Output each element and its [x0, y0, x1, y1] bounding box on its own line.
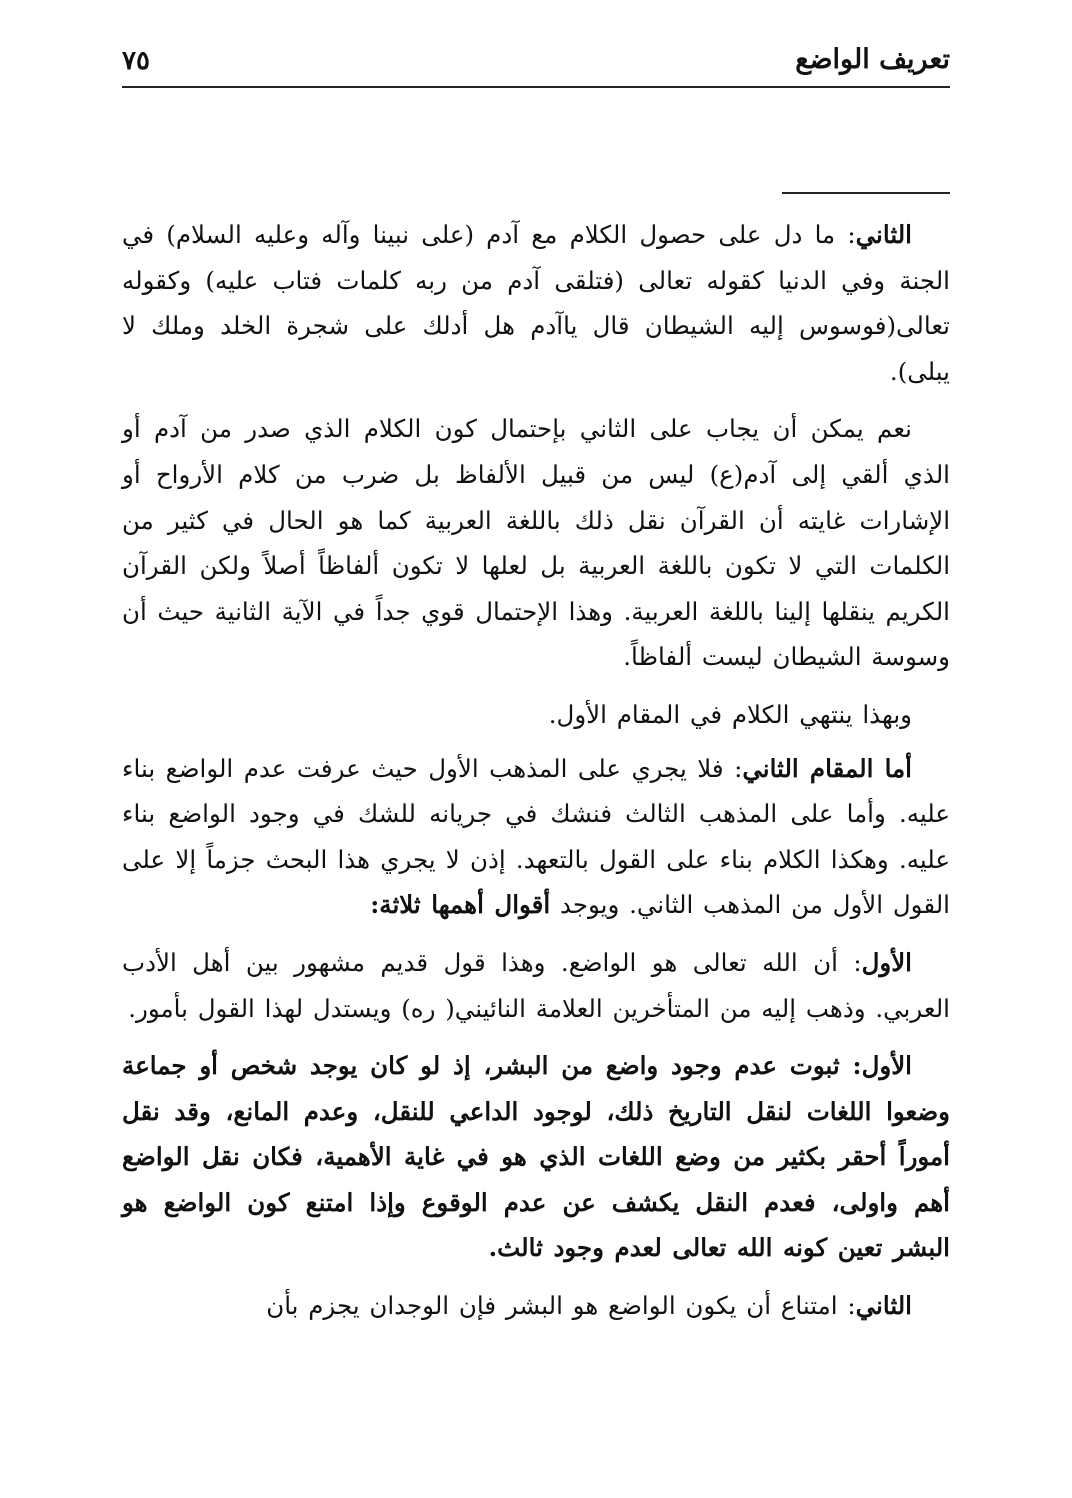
paragraph-text: وبهذا ينتهي الكلام في المقام الأول. [548, 699, 912, 729]
paragraph-text: : ما دل على حصول الكلام مع آدم (على نبينا وآله وعليه السلام) في الجنة وفي الدنيا كقوله تعالى (فتلقى آدم من ربه كلمات فتاب عليه) وكقوله تعالى(فوسوس إليه الشيطان قال ياآدم هل أدلك على شجرة الخلد وملك لا يبلى). [122, 220, 950, 386]
paragraph-first-argument [122, 1043, 950, 1271]
paragraph-objection [122, 406, 950, 680]
paragraph-tail: أقوال أهمها ثلاثة: [370, 890, 551, 920]
paragraph-second-station [122, 746, 950, 928]
paragraph-lead: الأول [861, 1051, 912, 1081]
paragraph-first-opinion [122, 940, 950, 1031]
paragraph-text: : ثبوت عدم وجود واضع من البشر، إذ لو كان يوجد شخص أو جماعة وضعوا اللغات لنقل التاريخ ذلك، لوجود الداعي للنقل، وعدم المانع، وقد نقل أموراً أحقر بكثير من وضع اللغات الذي هو في غاية الأهمية، فكان نقل الواضع أهم واولى، فعدم النقل يكشف عن عدم الوقوع وإذا امتنع كون الواضع هو البشر تعين كونه الله تعالى لعدم وجود ثالث. [122, 1051, 950, 1263]
paragraph-text: : امتناع أن يكون الواضع هو البشر فإن الوجدان يجزم بأن [266, 1291, 856, 1321]
page-number: ٧٥ [122, 46, 150, 76]
paragraph-lead: الأول [861, 947, 912, 977]
running-header [122, 36, 950, 84]
paragraph-conclusion [122, 692, 950, 738]
paragraph-second-evidence [122, 212, 950, 394]
chapter-title: تعريف الواضع [795, 44, 950, 75]
paragraph-text: : فلا يجري على المذهب الأول حيث عرفت عدم الواضع بناء عليه. وأما على المذهب الثالث فنشك في جريانه للشك في وجود الواضع بناء عليه. وهكذا الكلام بناء على القول بالتعهد. إذن لا يجري هذا البحث جزماً إلا على القول الأول من المذهب الثاني. ويوجد [122, 753, 950, 920]
paragraph-text: نعم يمكن أن يجاب على الثاني بإحتمال كون الكلام الذي صدر من آدم أو الذي ألقي إلى آدم(ع) ليس من قبيل الألفاظ بل ضرب من كلام الأرواح أو الإشارات غايته أن القرآن نقل ذلك باللغة العربية كما هو الحال في كثير من الكلمات التي لا تكون باللغة العربية بل لعلها لا تكون ألفاظاً أصلاً ولكن القرآن الكريم ينقلها إلينا باللغة العربية. وهذا الإحتمال قوي جداً في الآية الثانية حيث أن وسوسة الشيطان ليست ألفاظاً. [122, 414, 950, 672]
paragraph-lead: الثاني [855, 1291, 912, 1321]
paragraph-lead: أما المقام الثاني [742, 753, 912, 783]
paragraph-second-argument [122, 1283, 950, 1329]
paragraph-text: : أن الله تعالى هو الواضع. وهذا قول قديم مشهور بين أهل الأدب العربي. وذهب إليه من المتأخرين العلامة النائيني( ره) ويستدل لهذا القول بأمور. [122, 947, 950, 1023]
header-divider [122, 86, 950, 88]
body-text [122, 212, 950, 1341]
section-divider [782, 192, 950, 194]
paragraph-lead: الثاني [855, 220, 912, 249]
